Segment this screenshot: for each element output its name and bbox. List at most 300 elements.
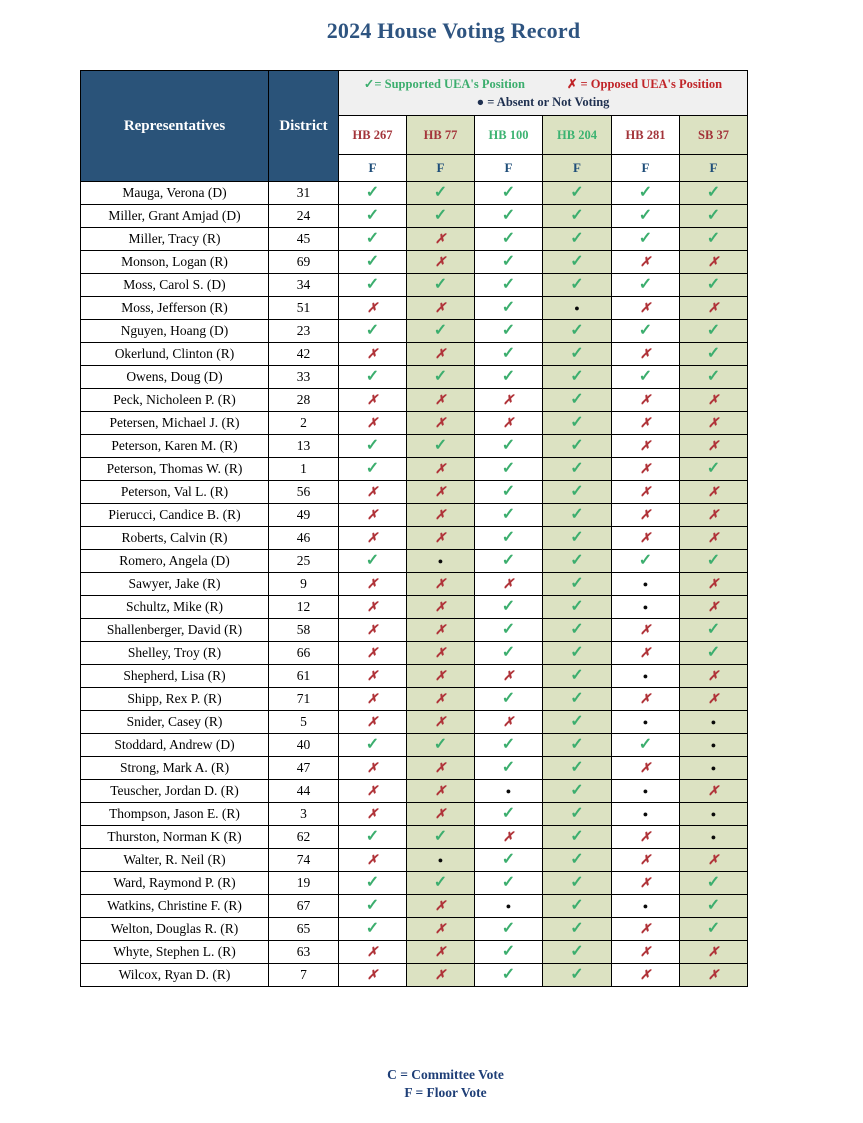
vote-cell-supported: ✓ — [475, 458, 543, 481]
vote-cell-opposed: ✗ — [407, 803, 475, 826]
vote-cell-supported: ✓ — [680, 343, 748, 366]
vote-cell-supported: ✓ — [612, 320, 680, 343]
table-row — [81, 665, 748, 688]
vote-cell-opposed: ✗ — [407, 458, 475, 481]
vote-cell-supported: ✓ — [475, 688, 543, 711]
vote-cell-supported: ✓ — [475, 619, 543, 642]
vote-cell-opposed: ✗ — [612, 389, 680, 412]
vote-cell-opposed: ✗ — [407, 389, 475, 412]
vote-cell-opposed: ✗ — [339, 642, 407, 665]
vote-cell-opposed: ✗ — [475, 665, 543, 688]
footnote-floor-vote: F = Floor Vote — [404, 1085, 487, 1100]
vote-cell-opposed: ✗ — [407, 412, 475, 435]
representative-name-cell: Pierucci, Candice B. (R) — [81, 504, 269, 527]
bill-header-hb-204: HB 204 — [543, 116, 612, 155]
table-row — [81, 895, 748, 918]
district-cell: 33 — [269, 366, 339, 389]
vote-cell-supported: ✓ — [680, 458, 748, 481]
table-row — [81, 458, 748, 481]
vote-cell-supported: ✓ — [543, 458, 612, 481]
vote-cell-supported: ✓ — [407, 182, 475, 205]
vote-cell-supported: ✓ — [543, 573, 612, 596]
district-cell: 66 — [269, 642, 339, 665]
vote-cell-absent-or-not-voting: ● — [612, 895, 680, 918]
vote-cell-absent-or-not-voting: ● — [612, 711, 680, 734]
vote-cell-supported: ✓ — [680, 205, 748, 228]
table-row — [81, 711, 748, 734]
vote-cell-supported: ✓ — [543, 688, 612, 711]
vote-cell-absent-or-not-voting: ● — [612, 596, 680, 619]
table-row — [81, 573, 748, 596]
vote-cell-supported: ✓ — [475, 320, 543, 343]
representative-name-cell: Miller, Grant Amjad (D) — [81, 205, 269, 228]
vote-cell-supported: ✓ — [543, 803, 612, 826]
vote-cell-supported: ✓ — [680, 366, 748, 389]
district-cell: 25 — [269, 550, 339, 573]
vote-cell-supported: ✓ — [543, 757, 612, 780]
representative-name-cell: Welton, Douglas R. (R) — [81, 918, 269, 941]
vote-cell-opposed: ✗ — [407, 228, 475, 251]
vote-cell-supported: ✓ — [543, 941, 612, 964]
table-row — [81, 803, 748, 826]
representative-name-cell: Shelley, Troy (R) — [81, 642, 269, 665]
representative-name-cell: Thompson, Jason E. (R) — [81, 803, 269, 826]
district-cell: 42 — [269, 343, 339, 366]
vote-cell-supported: ✓ — [543, 849, 612, 872]
vote-cell-supported: ✓ — [475, 803, 543, 826]
vote-cell-opposed: ✗ — [339, 527, 407, 550]
vote-cell-absent-or-not-voting: ● — [612, 573, 680, 596]
vote-type-cell: F — [475, 155, 543, 182]
vote-cell-opposed: ✗ — [339, 412, 407, 435]
vote-cell-supported: ✓ — [339, 734, 407, 757]
vote-cell-opposed: ✗ — [407, 343, 475, 366]
table-row — [81, 688, 748, 711]
vote-cell-supported: ✓ — [407, 872, 475, 895]
vote-cell-opposed: ✗ — [475, 412, 543, 435]
col-header-district: District — [269, 71, 339, 182]
vote-cell-supported: ✓ — [543, 504, 612, 527]
district-cell: 61 — [269, 665, 339, 688]
vote-cell-opposed: ✗ — [612, 619, 680, 642]
legend-line-2 — [339, 93, 747, 111]
vote-cell-opposed: ✗ — [680, 297, 748, 320]
table-row — [81, 366, 748, 389]
district-cell: 58 — [269, 619, 339, 642]
vote-cell-supported: ✓ — [543, 389, 612, 412]
vote-cell-opposed: ✗ — [612, 918, 680, 941]
table-row — [81, 205, 748, 228]
vote-cell-opposed: ✗ — [680, 527, 748, 550]
vote-cell-opposed: ✗ — [407, 481, 475, 504]
vote-cell-absent-or-not-voting: ● — [680, 757, 748, 780]
vote-cell-supported: ✓ — [543, 228, 612, 251]
district-cell: 46 — [269, 527, 339, 550]
vote-cell-opposed: ✗ — [680, 849, 748, 872]
vote-cell-supported: ✓ — [543, 481, 612, 504]
vote-cell-opposed: ✗ — [612, 941, 680, 964]
vote-cell-supported: ✓ — [543, 642, 612, 665]
vote-cell-opposed: ✗ — [339, 688, 407, 711]
table-row — [81, 941, 748, 964]
vote-cell-opposed: ✗ — [680, 941, 748, 964]
vote-cell-supported: ✓ — [680, 918, 748, 941]
district-cell: 47 — [269, 757, 339, 780]
vote-cell-supported: ✓ — [612, 366, 680, 389]
vote-cell-supported: ✓ — [612, 274, 680, 297]
vote-cell-opposed: ✗ — [339, 711, 407, 734]
vote-cell-supported: ✓ — [339, 182, 407, 205]
voting-record-table — [80, 70, 748, 987]
representative-name-cell: Romero, Angela (D) — [81, 550, 269, 573]
table-row — [81, 849, 748, 872]
vote-cell-supported: ✓ — [407, 435, 475, 458]
vote-cell-opposed: ✗ — [339, 964, 407, 987]
district-cell: 44 — [269, 780, 339, 803]
district-cell: 3 — [269, 803, 339, 826]
vote-cell-absent-or-not-voting: ● — [475, 895, 543, 918]
vote-cell-opposed: ✗ — [339, 803, 407, 826]
vote-cell-absent-or-not-voting: ● — [475, 780, 543, 803]
district-cell: 28 — [269, 389, 339, 412]
vote-cell-opposed: ✗ — [612, 297, 680, 320]
vote-cell-supported: ✓ — [339, 918, 407, 941]
vote-cell-supported: ✓ — [407, 205, 475, 228]
vote-cell-supported: ✓ — [543, 182, 612, 205]
vote-cell-opposed: ✗ — [612, 849, 680, 872]
district-cell: 69 — [269, 251, 339, 274]
vote-cell-supported: ✓ — [339, 320, 407, 343]
district-cell: 9 — [269, 573, 339, 596]
representative-name-cell: Thurston, Norman K (R) — [81, 826, 269, 849]
vote-cell-supported: ✓ — [680, 320, 748, 343]
representative-name-cell: Miller, Tracy (R) — [81, 228, 269, 251]
vote-cell-opposed: ✗ — [680, 964, 748, 987]
vote-cell-supported: ✓ — [543, 596, 612, 619]
representative-name-cell: Owens, Doug (D) — [81, 366, 269, 389]
representative-name-cell: Shepherd, Lisa (R) — [81, 665, 269, 688]
representative-name-cell: Roberts, Calvin (R) — [81, 527, 269, 550]
vote-type-cell: F — [680, 155, 748, 182]
vote-cell-supported: ✓ — [407, 826, 475, 849]
vote-cell-opposed: ✗ — [407, 619, 475, 642]
vote-type-cell: F — [612, 155, 680, 182]
representative-name-cell: Peterson, Thomas W. (R) — [81, 458, 269, 481]
vote-cell-supported: ✓ — [543, 412, 612, 435]
vote-cell-supported: ✓ — [612, 550, 680, 573]
vote-cell-opposed: ✗ — [612, 688, 680, 711]
district-cell: 1 — [269, 458, 339, 481]
district-cell: 62 — [269, 826, 339, 849]
vote-cell-supported: ✓ — [680, 642, 748, 665]
vote-type-cell: F — [407, 155, 475, 182]
vote-cell-opposed: ✗ — [680, 596, 748, 619]
vote-cell-supported: ✓ — [680, 872, 748, 895]
vote-cell-absent-or-not-voting: ● — [680, 803, 748, 826]
district-cell: 71 — [269, 688, 339, 711]
vote-cell-opposed: ✗ — [339, 941, 407, 964]
vote-cell-absent-or-not-voting: ● — [680, 826, 748, 849]
table-row — [81, 481, 748, 504]
legend-supported: ✓= Supported UEA's Position — [363, 77, 525, 91]
vote-cell-opposed: ✗ — [612, 412, 680, 435]
vote-cell-opposed: ✗ — [407, 596, 475, 619]
vote-cell-opposed: ✗ — [680, 412, 748, 435]
vote-cell-supported: ✓ — [543, 366, 612, 389]
table-body — [81, 182, 748, 987]
vote-cell-absent-or-not-voting: ● — [543, 297, 612, 320]
vote-cell-opposed: ✗ — [407, 527, 475, 550]
vote-cell-supported: ✓ — [543, 826, 612, 849]
vote-cell-opposed: ✗ — [680, 780, 748, 803]
vote-cell-opposed: ✗ — [612, 504, 680, 527]
vote-cell-supported: ✓ — [475, 435, 543, 458]
vote-cell-opposed: ✗ — [407, 757, 475, 780]
vote-cell-supported: ✓ — [475, 251, 543, 274]
district-cell: 74 — [269, 849, 339, 872]
district-cell: 65 — [269, 918, 339, 941]
district-cell: 56 — [269, 481, 339, 504]
vote-cell-supported: ✓ — [543, 343, 612, 366]
table-row — [81, 320, 748, 343]
vote-cell-opposed: ✗ — [475, 573, 543, 596]
vote-cell-supported: ✓ — [339, 251, 407, 274]
table-row — [81, 412, 748, 435]
footnote-block — [0, 1066, 863, 1102]
table-row — [81, 504, 748, 527]
vote-cell-opposed: ✗ — [680, 665, 748, 688]
vote-cell-opposed: ✗ — [612, 872, 680, 895]
vote-cell-opposed: ✗ — [339, 596, 407, 619]
vote-cell-opposed: ✗ — [339, 481, 407, 504]
vote-cell-supported: ✓ — [543, 527, 612, 550]
table-row — [81, 228, 748, 251]
table-row — [81, 343, 748, 366]
vote-cell-supported: ✓ — [475, 757, 543, 780]
vote-cell-supported: ✓ — [543, 895, 612, 918]
vote-cell-opposed: ✗ — [339, 297, 407, 320]
representative-name-cell: Monson, Logan (R) — [81, 251, 269, 274]
vote-cell-supported: ✓ — [475, 918, 543, 941]
vote-cell-opposed: ✗ — [612, 757, 680, 780]
representative-name-cell: Watkins, Christine F. (R) — [81, 895, 269, 918]
vote-cell-supported: ✓ — [612, 228, 680, 251]
vote-cell-opposed: ✗ — [475, 389, 543, 412]
vote-cell-opposed: ✗ — [339, 849, 407, 872]
vote-cell-supported: ✓ — [339, 228, 407, 251]
vote-cell-supported: ✓ — [339, 366, 407, 389]
table-row — [81, 642, 748, 665]
vote-cell-supported: ✓ — [612, 205, 680, 228]
vote-cell-supported: ✓ — [339, 458, 407, 481]
table-row — [81, 780, 748, 803]
vote-cell-opposed: ✗ — [407, 642, 475, 665]
vote-cell-supported: ✓ — [407, 366, 475, 389]
vote-cell-opposed: ✗ — [612, 642, 680, 665]
vote-cell-opposed: ✗ — [407, 918, 475, 941]
vote-cell-opposed: ✗ — [407, 251, 475, 274]
vote-cell-supported: ✓ — [475, 849, 543, 872]
vote-cell-opposed: ✗ — [612, 458, 680, 481]
representative-name-cell: Snider, Casey (R) — [81, 711, 269, 734]
vote-cell-absent-or-not-voting: ● — [612, 665, 680, 688]
vote-cell-supported: ✓ — [407, 274, 475, 297]
vote-cell-opposed: ✗ — [339, 619, 407, 642]
vote-cell-supported: ✓ — [543, 872, 612, 895]
table-row — [81, 274, 748, 297]
vote-cell-supported: ✓ — [475, 343, 543, 366]
legend-line-1 — [339, 75, 747, 93]
vote-cell-supported: ✓ — [680, 619, 748, 642]
table-row — [81, 619, 748, 642]
vote-cell-supported: ✓ — [680, 274, 748, 297]
district-cell: 19 — [269, 872, 339, 895]
district-cell: 67 — [269, 895, 339, 918]
vote-cell-opposed: ✗ — [475, 826, 543, 849]
vote-cell-opposed: ✗ — [407, 297, 475, 320]
vote-cell-supported: ✓ — [543, 780, 612, 803]
vote-cell-supported: ✓ — [543, 550, 612, 573]
vote-cell-supported: ✓ — [543, 964, 612, 987]
representative-name-cell: Petersen, Michael J. (R) — [81, 412, 269, 435]
vote-cell-opposed: ✗ — [407, 780, 475, 803]
vote-cell-supported: ✓ — [543, 251, 612, 274]
district-cell: 23 — [269, 320, 339, 343]
vote-cell-opposed: ✗ — [339, 665, 407, 688]
vote-cell-supported: ✓ — [339, 550, 407, 573]
vote-cell-supported: ✓ — [680, 182, 748, 205]
table-row — [81, 435, 748, 458]
vote-cell-absent-or-not-voting: ● — [612, 803, 680, 826]
vote-cell-opposed: ✗ — [407, 964, 475, 987]
table-row — [81, 964, 748, 987]
table-row — [81, 251, 748, 274]
vote-cell-supported: ✓ — [475, 205, 543, 228]
representative-name-cell: Moss, Jefferson (R) — [81, 297, 269, 320]
vote-cell-opposed: ✗ — [612, 826, 680, 849]
representative-name-cell: Whyte, Stephen L. (R) — [81, 941, 269, 964]
vote-cell-opposed: ✗ — [407, 688, 475, 711]
representative-name-cell: Mauga, Verona (D) — [81, 182, 269, 205]
vote-cell-supported: ✓ — [339, 895, 407, 918]
table-row — [81, 872, 748, 895]
vote-cell-supported: ✓ — [680, 895, 748, 918]
table-row — [81, 182, 748, 205]
vote-cell-supported: ✓ — [475, 527, 543, 550]
vote-cell-absent-or-not-voting: ● — [680, 711, 748, 734]
representative-name-cell: Ward, Raymond P. (R) — [81, 872, 269, 895]
table-row — [81, 527, 748, 550]
vote-cell-supported: ✓ — [543, 205, 612, 228]
representative-name-cell: Strong, Mark A. (R) — [81, 757, 269, 780]
table-row — [81, 826, 748, 849]
vote-cell-supported: ✓ — [680, 228, 748, 251]
district-cell: 63 — [269, 941, 339, 964]
district-cell: 40 — [269, 734, 339, 757]
vote-cell-opposed: ✗ — [407, 711, 475, 734]
district-cell: 2 — [269, 412, 339, 435]
vote-cell-supported: ✓ — [543, 320, 612, 343]
vote-cell-supported: ✓ — [543, 711, 612, 734]
vote-cell-supported: ✓ — [339, 205, 407, 228]
vote-cell-opposed: ✗ — [680, 481, 748, 504]
vote-cell-supported: ✓ — [407, 734, 475, 757]
vote-cell-opposed: ✗ — [612, 251, 680, 274]
representative-name-cell: Sawyer, Jake (R) — [81, 573, 269, 596]
vote-cell-opposed: ✗ — [407, 573, 475, 596]
vote-cell-absent-or-not-voting: ● — [407, 849, 475, 872]
vote-cell-opposed: ✗ — [612, 435, 680, 458]
vote-cell-supported: ✓ — [543, 734, 612, 757]
vote-cell-opposed: ✗ — [475, 711, 543, 734]
vote-cell-supported: ✓ — [475, 228, 543, 251]
bill-header-hb-281: HB 281 — [612, 116, 680, 155]
representative-name-cell: Walter, R. Neil (R) — [81, 849, 269, 872]
representative-name-cell: Shipp, Rex P. (R) — [81, 688, 269, 711]
table-row — [81, 734, 748, 757]
col-header-representatives: Representatives — [81, 71, 269, 182]
vote-cell-opposed: ✗ — [612, 481, 680, 504]
bill-header-hb-267: HB 267 — [339, 116, 407, 155]
vote-cell-opposed: ✗ — [680, 251, 748, 274]
representative-name-cell: Schultz, Mike (R) — [81, 596, 269, 619]
vote-cell-supported: ✓ — [475, 596, 543, 619]
representative-name-cell: Nguyen, Hoang (D) — [81, 320, 269, 343]
vote-cell-opposed: ✗ — [680, 504, 748, 527]
vote-cell-opposed: ✗ — [339, 343, 407, 366]
district-cell: 12 — [269, 596, 339, 619]
representative-name-cell: Peterson, Karen M. (R) — [81, 435, 269, 458]
vote-cell-supported: ✓ — [543, 918, 612, 941]
vote-cell-supported: ✓ — [475, 182, 543, 205]
vote-cell-supported: ✓ — [475, 642, 543, 665]
bill-header-hb-77: HB 77 — [407, 116, 475, 155]
district-cell: 34 — [269, 274, 339, 297]
vote-cell-opposed: ✗ — [680, 435, 748, 458]
vote-cell-supported: ✓ — [475, 366, 543, 389]
vote-cell-supported: ✓ — [612, 734, 680, 757]
vote-cell-supported: ✓ — [475, 274, 543, 297]
district-cell: 5 — [269, 711, 339, 734]
vote-cell-absent-or-not-voting: ● — [680, 734, 748, 757]
district-cell: 24 — [269, 205, 339, 228]
district-cell: 49 — [269, 504, 339, 527]
bill-header-hb-100: HB 100 — [475, 116, 543, 155]
representative-name-cell: Teuscher, Jordan D. (R) — [81, 780, 269, 803]
vote-cell-opposed: ✗ — [407, 665, 475, 688]
vote-cell-opposed: ✗ — [680, 389, 748, 412]
vote-cell-opposed: ✗ — [407, 941, 475, 964]
page-title: 2024 House Voting Record — [326, 18, 581, 43]
vote-cell-opposed: ✗ — [680, 573, 748, 596]
vote-cell-supported: ✓ — [475, 297, 543, 320]
vote-cell-opposed: ✗ — [339, 780, 407, 803]
vote-cell-opposed: ✗ — [339, 757, 407, 780]
representative-name-cell: Moss, Carol S. (D) — [81, 274, 269, 297]
table-row — [81, 757, 748, 780]
vote-cell-supported: ✓ — [339, 826, 407, 849]
table-row — [81, 918, 748, 941]
representative-name-cell: Okerlund, Clinton (R) — [81, 343, 269, 366]
representative-name-cell: Peck, Nicholeen P. (R) — [81, 389, 269, 412]
vote-cell-opposed: ✗ — [407, 504, 475, 527]
vote-cell-opposed: ✗ — [339, 573, 407, 596]
district-cell: 7 — [269, 964, 339, 987]
header-row-legend — [81, 71, 748, 116]
vote-type-cell: F — [543, 155, 612, 182]
district-cell: 51 — [269, 297, 339, 320]
vote-cell-supported: ✓ — [475, 504, 543, 527]
